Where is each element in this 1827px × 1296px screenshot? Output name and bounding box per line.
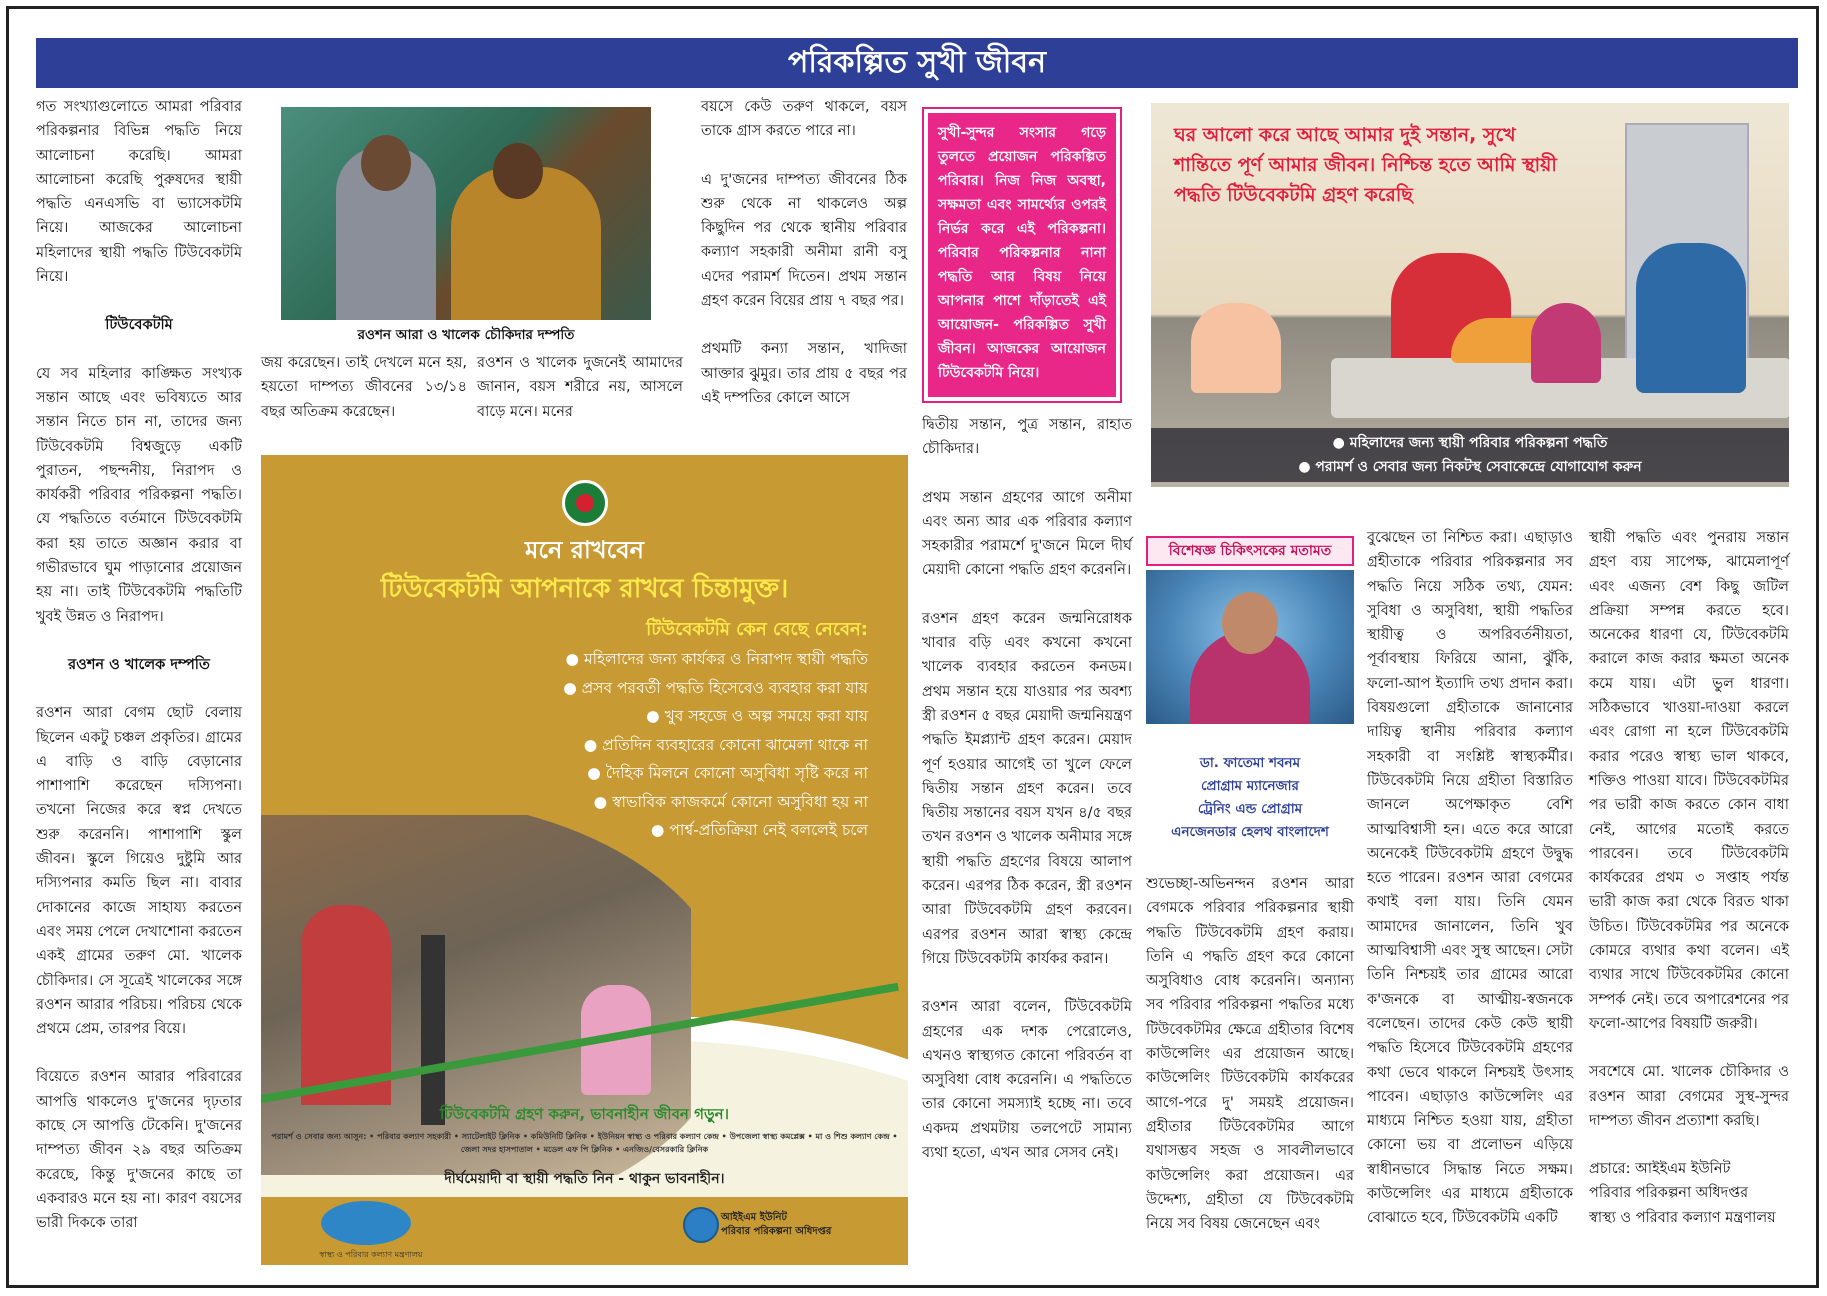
family-photo-caption [1151,428,1789,482]
column-8-para-2: সবশেষে মো. খালেক চৌকিদার ও রওশন আরা বেগমের সুস্থ-সুন্দর দাম্পত্য জীবন প্রত্যাশা করছি। [1589,1064,1789,1129]
tubewell-pump [421,935,445,1125]
poster-why-heading [646,615,868,646]
column-5-para-1: দ্বিতীয় সন্তান, পুত্র সন্তান, রাহাত চৌকিদার। [922,417,1132,458]
poster-reason: ● প্রসব পরবর্তী পদ্ধতি হিসেবেও ব্যবহার করা যায় [563,674,868,703]
column-2 [261,351,467,448]
expert-role-1: প্রোগ্রাম ম্যানেজার [1201,778,1299,794]
poster-tagline: টিউবেকটমি গ্রহণ করুন, ভাবনাহীন জীবন গড়ুন। [440,1105,729,1123]
poster-bottom-line: দীর্ঘমেয়াদী বা স্থায়ী পদ্ধতি নিন - থাকুন ভাবনাহীন। [444,1171,725,1187]
iem-unit-logo-text [721,1211,831,1239]
column-5-para-3: রওশন গ্রহণ করেন জন্মনিরোধক খাবার বড়ি এবং কখনো কখনো খালেক ব্যবহার করতেন কনডম। প্রথম সন্তান হয়ে যাওয়ার পর অবশ্য স্ত্রী রওশন ৫ বছর মেয়াদী জন্মনিয়ন্ত্রণ পদ্ধতি ইমপ্ল্যান্ট গ্রহণ করেন। মেয়াদ পূর্ণ হওয়ার আগেই তা খুলে ফেলে দ্বিতীয় সন্তান গ্রহণ করেন। তবে দ্বিতীয় সন্তানের বয়স যখন ৪/৫ বছর তখন রওশন ও খালেক অনীমার সঙ্গে স্থায়ী পদ্ধতি গ্রহণের বিষয়ে আলাপ করেন। এরপর ঠিক করেন, স্ত্রী রওশন আরা টিউবেকটমি গ্রহণ করবেন। এরপর রওশন আরা স্বাস্থ্য কেন্দ্রে গিয়ে টিউবেকটমি কার্যকর করান। [922,610,1132,967]
child-figure [1191,303,1281,393]
column-5-para-4: রওশন আরা বলেন, টিউবেকটমি গ্রহণের এক দশক পেরোলেও, এখনও স্বাস্থ্যগত কোনো পরিবর্তন বা অসুবিধা বোধ করেননি। এ পদ্ধতিতে তার কোনো সমস্যাই হচ্ছে না। তবে একদম প্রথমটায় তলপেটে সামান্য ব্যথা হতো, এখন আর সেসব নেই। [922,999,1132,1162]
poster-why-rest: কেন বেছে নেবেন: [729,619,868,640]
couple-photo [281,107,651,320]
expert-name: ডা. ফাতেমা শবনম [1199,755,1301,771]
column-7 [1367,526,1573,1255]
expert-role-2: ট্রেনিং এন্ড প্রোগ্রাম [1197,801,1303,817]
section-heading-tubectomy: টিউবেকটমি [105,317,173,334]
daughter-figure [1531,303,1601,383]
poster-reason: ● খুব সহজে ও অল্প সময়ে করা যায় [563,702,868,731]
column-8 [1589,526,1789,1230]
ministry-logo-icon [321,1201,411,1245]
intro-paragraph: গত সংখ্যাগুলোতে আমরা পরিবার পরিকল্পনার বিভিন্ন পদ্ধতি নিয়ে আলোচনা করেছি। আমরা আলোচনা করেছি পুরুষদের স্থায়ী পদ্ধতি এনএসভি বা ভ্যাসেকটমি নিয়ে। আজকের আলোচনা মহিলাদের স্থায়ী পদ্ধতি টিউবেকটমি নিয়ে। [36,99,242,286]
poster-subheadline-highlight: টিউবেকটমি [380,574,502,604]
column-6 [1146,872,1354,1260]
poster-reason: ● পার্শ্ব-প্রতিক্রিয়া নেই বললেই চলে [563,816,868,845]
column-4-para-2: এ দু'জনের দাম্পত্য জীবনের ঠিক শুরু থেকে না থাকলেও অল্প কিছুদিন পর থেকে স্থানীয় পরিবার কল্যাণ সহকারী অনীমা রানী বসু এদের পরামর্শ দিতেন। প্রথম সন্তান গ্রহণ করেন বিয়ের প্রায় ৭ বছর পর। [701,171,907,310]
column-4-para-1: বয়সে কেউ তরুণ থাকলে, বয়স তাকে গ্রাস করতে পারে না। [701,99,907,140]
column-7-text: বুঝেছেন তা নিশ্চিত করা। এছাড়াও গ্রহীতাকে পরিবার পরিকল্পনার সব পদ্ধতি নিয়ে সঠিক তথ্য, যেমন: সুবিধা ও অসুবিধা, স্থায়ী পদ্ধতির স্থায়ীত্ব ও অপরিবর্তনীয়তা, পূর্বাবস্থায় ফিরিয়ে আনা, ঝুঁকি, ফলো-আপ ইত্যাদি তথ্য প্রদান করা। বিষয়গুলো গ্রহীতাকে জানানোর দায়িত্ব স্থানীয় পরিবার কল্যাণ সহকারী বা সংশ্লিষ্ট স্বাস্থ্যকর্মীর। টিউবেকটমি নিয়ে গ্রহীতা বিস্তারিত জানলে অপেক্ষাকৃত বেশি আত্মবিশ্বাসী হন। এতে করে আরো অনেকেই টিউবেকটমি গ্রহণে উদ্বুদ্ধ হতে পারেন। রওশন আরা বেগমের কথাই বলা যায়। তিনি যেমন আমাদের জানালেন, তিনি খুব আত্মবিশ্বাসী এবং সুস্থ আছেন। সেটা তিনি নিশ্চয়ই তার গ্রামের আরো ক'জনকে বা আত্মীয়-স্বজনকে বলেছেন। তাদের কেউ কেউ স্থায়ী পদ্ধতি হিসেবে টিউবেকটমি গ্রহণের কথা ভেবে থাকলে নিশ্চয়ই উৎসাহ পাবেন। এছাড়াও কাউন্সেলিং এর মাধ্যমে নিশ্চিত হওয়া যায়, গ্রহীতা কোনো ভয় বা প্রলোভন এড়িয়ে স্বাধীনভাবে সিদ্ধান্ত নিতে সক্ষম। কাউন্সেলিং এর মাধ্যমে গ্রহীতাকে বোঝাতে হবে, টিউবেকটমি একটি [1367,530,1573,1227]
husband-head [361,135,411,191]
tubectomy-poster [261,455,908,1265]
expert-credentials [1146,752,1354,844]
poster-reason: ● দৈহিক মিলনে কোনো অসুবিধা সৃষ্টি করে না [563,759,868,788]
poster-why-highlight: টিউবেকটমি [646,619,730,640]
ministry-logo-text: স্বাস্থ্য ও পরিবার কল্যাণ মন্ত্রণালয় [319,1250,423,1259]
poster-reason: ● মহিলাদের জন্য কার্যকর ও নিরাপদ স্থায়ী পদ্ধতি [563,645,868,674]
column-4 [701,95,907,434]
page-title: পরিকল্পিত সুখী জীবন [36,38,1798,88]
column-3 [477,351,683,448]
intro-callout-box [922,107,1122,403]
tubectomy-paragraph: যে সব মহিলার কাঙ্ক্ষিত সংখ্যক সন্তান আছে এবং ভবিষ্যতে আর সন্তান নিতে চান না, তাদের জন্য টিউবেকটমি বিশ্বজুড়ে একটি পুরাতন, পছন্দনীয়, নিরাপদ ও কার্যকরী পরিবার পরিকল্পনা পদ্ধতি। যে পদ্ধতিতে বর্তমানে টিউবেকটমি করা হয় তাতে অজ্ঞান করার বা গভীরভাবে ঘুম পাড়ানোর প্রয়োজন হয় না। তাই টিউবেকটমি পদ্ধতিটি খুবই উন্নত ও নিরাপদ। [36,365,242,625]
column-4-para-3: প্রথমটি কন্যা সন্তান, খাদিজা আক্তার ঝুমুর। তার প্রায় ৫ বছর পর এই দম্পতির কোলে আসে [701,341,907,406]
iem-unit-line-2: পরিবার পরিকল্পনা অধিদপ্তর [721,1226,832,1237]
column-3-text: রওশন ও খালেক দুজনেই আমাদের জানান, বয়স শরীরে নয়, আসলে বাড়ে মনে। মনের [477,355,683,420]
government-seal-icon [562,480,608,526]
iem-unit-line-1: আইইএম ইউনিট [721,1212,787,1223]
expert-opinion-heading: বিশেষজ্ঞ চিকিৎসকের মতামত [1146,536,1354,566]
poster-reasons-list [563,645,868,845]
credit-line-1: প্রচারে: আইইএম ইউনিট [1589,1161,1731,1178]
column-1 [36,95,242,1259]
couple-photo-caption: রওশন আরা ও খালেক চৌকিদার দম্পতি [357,327,575,343]
couple-paragraph: রওশন আরা বেগম ছোট বেলায় ছিলেন একটু চঞ্চল প্রকৃতির। গ্রামের এ বাড়ি ও বাড়ি বেড়ানোর পাশাপাশি করেছেন দস্যিপনা। তখনো নিজের করে স্বপ্ন দেখতে শুরু করেননি। পাশাপাশি স্কুল জীবন। স্কুলে গিয়েও দুষ্টুমি আর দস্যিপনার কমতি ছিল না। বাবার দোকানের কাজে সাহায্য করতেন এবং সময় পেলে দেখাশোনা করতেন একই গ্রামের তরুণ মো. খালেক চৌকিদার। সে সূত্রেই খালেকের সঙ্গে রওশন আরার পরিচয়। পরিচয় থেকে প্রথমে প্রেম, তারপর বিয়ে। [36,705,242,1038]
section-heading-couple: রওশন ও খালেক দম্পতি [68,656,210,673]
expert-head [1222,592,1278,654]
wife-head [493,143,543,199]
column-8-para-1: স্থায়ী পদ্ধতি এবং পুনরায় সন্তান গ্রহণ ব্যয় সাপেক্ষ, ঝামেলাপূর্ণ এবং এজন্য বেশ কিছু জটিল প্রক্রিয়া সম্পন্ন করতে হবে। অনেকের ধারণা যে, টিউবেকটমি করালে কাজ করার ক্ষমতা অনেক কমে যায়। এটা ভুল ধারণা। সঠিকভাবে খাওয়া-দাওয়া করলে এবং রোগা না হলে টিউবেকটমি করার পরেও স্বাস্থ্য ভাল থাকবে, শক্তিও পাওয়া যাবে। টিউবেকটমির পর ভারী কাজ করতে কোন বাধা নেই, আগের মতোই করতে পারবেন। তবে টিউবেকটমি কার্যকরের প্রথম ৩ সপ্তাহ পর্যন্ত ভারী কাজ করা থেকে বিরত থাকা উচিত। টিউবেকটমির পর অনেকে কোমরে ব্যথার কথা বলেন। এই ব্যথার সাথে টিউবেকটমির কোনো সম্পর্ক নেই। তবে অপারেশনের পর ফলো-আপের বিষয়টি জরুরী। [1589,530,1789,1032]
iem-unit-logo-icon [683,1207,719,1243]
credit-line-3: স্বাস্থ্য ও পরিবার কল্যাণ মন্ত্রণালয় [1589,1209,1776,1226]
poster-subheadline [261,568,908,612]
caption-bullet-2: ● পরামর্শ ও সেবার জন্য নিকটস্থ সেবাকেন্দ্রে যোগাযোগ করুন [1298,459,1642,475]
family-quote: ঘর আলো করে আছে আমার দুই সন্তান, সুখে শান্তিতে পূর্ণ আমার জীবন। নিশ্চিন্ত হতে আমি স্থায়ী পদ্ধতি টিউবেকটমি গ্রহণ করেছি [1174,124,1557,206]
poster-service-info: পরামর্শ ও সেবার জন্য আসুন: • পরিবার কল্যাণ সহকারী • স্যাটেলাইট ক্লিনিক • কমিউনিটি ক্লিনিক • ইউনিয়ন স্বাস্থ্য ও পরিবার কল্যাণ কেন্দ্র • উপজেলা স্বাস্থ্য কমপ্লেক্স • মা ও শিশু কল্যাণ কেন্দ্র • জেলা সদর হাসপাতাল • মডেল এফ পি ক্লিনিক • এনজিও/বেসরকারি ক্লিনিক [271,1132,898,1154]
column-2-text: জয় করেছেন। তাই দেখলে মনে হয়, হয়তো দাম্পত্য জীবনের ১৩/১৪ বছর অতিক্রম করেছেন। [261,355,467,420]
column-5-para-2: প্রথম সন্তান গ্রহণের আগে অনীমা এবং অন্য আর এক পরিবার কল্যাণ সহকারীর পরামর্শে দু'জনে মিলে দীর্ঘ মেয়াদী কোনো পদ্ধতি গ্রহণ করেননি। [922,489,1132,579]
column-5 [922,413,1132,1189]
credit-line-2: পরিবার পরিকল্পনা অধিদপ্তর [1589,1185,1749,1202]
caption-bullet-1: ● মহিলাদের জন্য স্থায়ী পরিবার পরিকল্পনা পদ্ধতি [1332,435,1608,451]
column-6-text: শুভেচ্ছা-অভিনন্দন রওশন আরা বেগমকে পরিবার পরিকল্পনার স্থায়ী পদ্ধতি টিউবেকটমি গ্রহণ করায়। তিনি এ পদ্ধতি গ্রহণ করে কোনো অসুবিধাও বোধ করেননি। অন্যান্য সব পরিবার পরিকল্পনা পদ্ধতির মধ্যে টিউবেকটমির ক্ষেত্রে গ্রহীতার বিশেষ কাউন্সেলিং এর প্রয়োজন আছে। কাউন্সেলিং টিউবেকটমি কার্যকরের আগে-পরে দু' সময়ই প্রয়োজন। গ্রহীতার টিউবেকটমির আগে যথাসম্ভব সহজ ও সাবলীলভাবে কাউন্সেলিং করা প্রয়োজন। এর উদ্দেশ্য, গ্রহীতা যে টিউবেকটমি নিয়ে সব বিষয় জেনেছেন এবং [1146,876,1354,1233]
poster-headline: মনে রাখবেন [525,536,644,564]
poster-subheadline-rest: আপনাকে রাখবে চিন্তামুক্ত। [501,574,789,604]
intro-callout-text: সুখী-সুন্দর সংসার গড়ে তুলতে প্রয়োজন পরিকল্পিত পরিবার। নিজ নিজ অবস্থা, সক্ষমতা এবং সামর্থ্যের ওপরই নির্ভর করে এই পরিকল্পনা। পরিবার পরিকল্পনার নানা পদ্ধতি আর বিষয় নিয়ে আপনার পাশে দাঁড়াতেই এই আয়োজন- পরিকল্পিত সুখী জীবন। আজকের আয়োজন টিউবেকটমি নিয়ে। [928,113,1116,397]
father-figure [1636,243,1746,393]
poster-reason: ● স্বাভাবিক কাজকর্মে কোনো অসুবিধা হয় না [563,788,868,817]
expert-photo [1146,570,1354,724]
poster-reason: ● প্রতিদিন ব্যবহারের কোনো ঝামেলা থাকে না [563,731,868,760]
expert-organization: এনজেনডার হেলথ বাংলাদেশ [1171,824,1329,840]
marriage-paragraph: বিয়েতে রওশন আরার পরিবারের আপত্তি থাকলেও দু'জনের দৃঢ়তার কাছে সে আপত্তি টেকেনি। দু'জনের দাম্পত্য জীবন ২৯ বছর অতিক্রম করেছে, কিন্তু দু'জনের কাছে তা একবারও মনে হয় না। কারণ বয়সের ভারী দিককে তারা [36,1069,242,1232]
